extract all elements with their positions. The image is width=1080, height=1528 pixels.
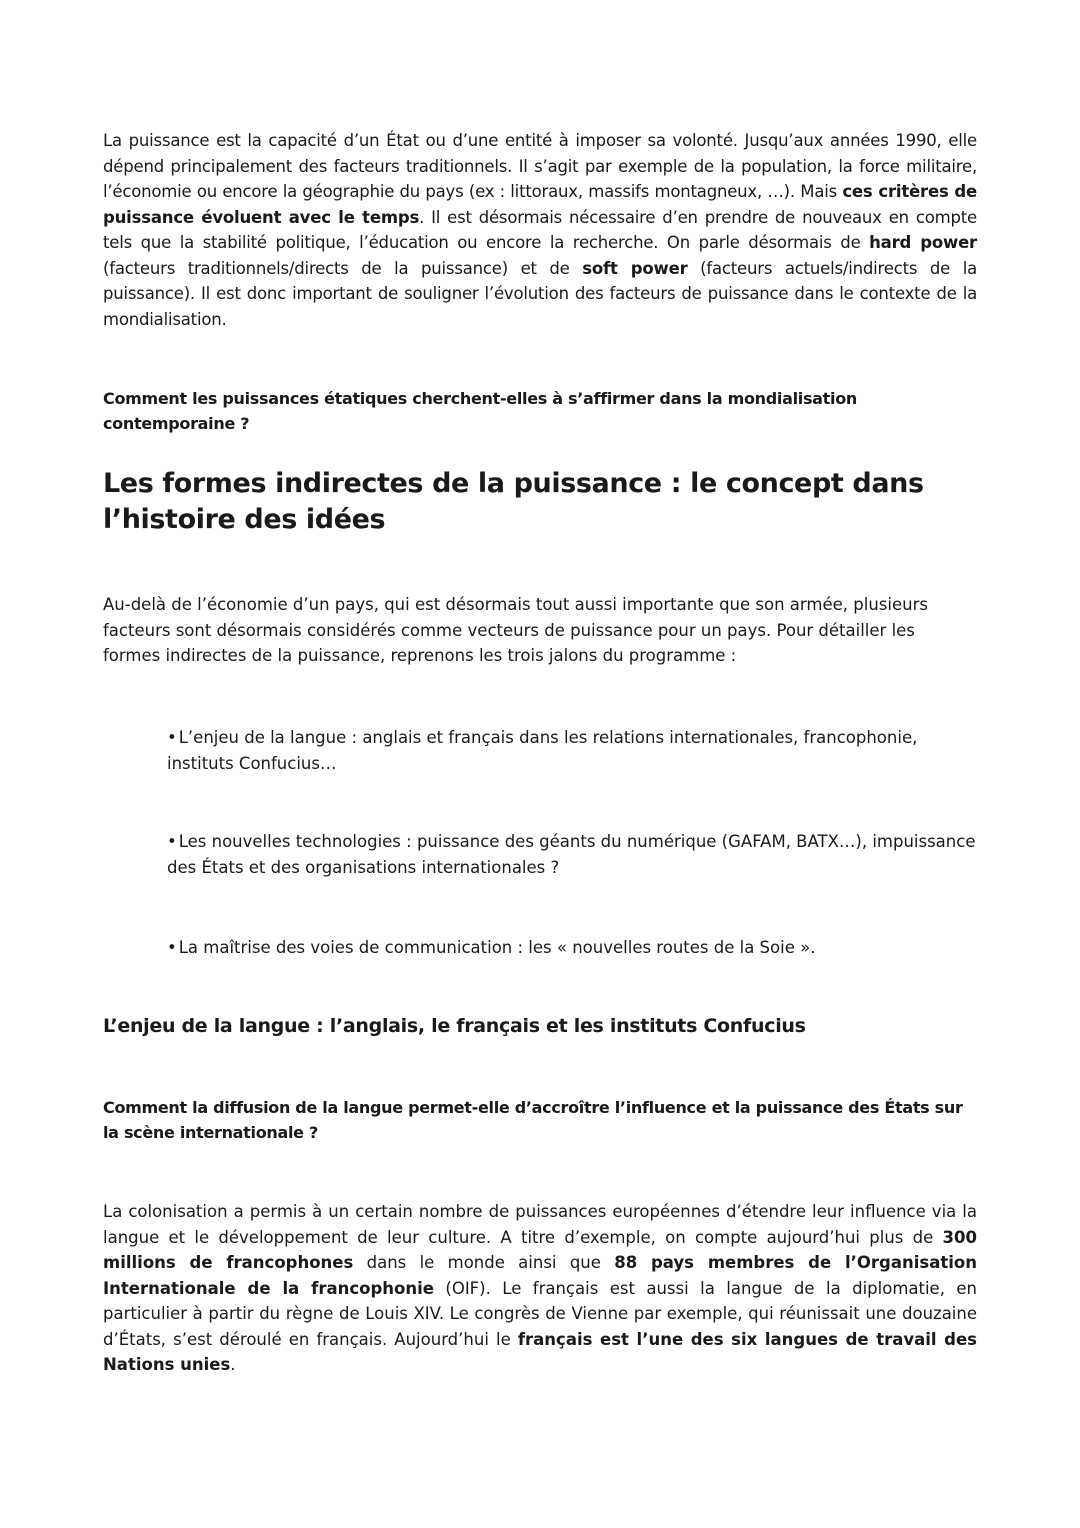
language-bold-un: français est l’une des six langues de travail des Nations unies: [103, 1329, 977, 1374]
section-heading: Les formes indirectes de la puissance : le concept dans l’histoire des idées: [103, 468, 924, 535]
intro-text-3: (facteurs traditionnels/directs de la puissance) et de: [103, 258, 583, 278]
bullet-item-language: [167, 725, 977, 776]
language-bold-francophones: 300 millions de francophones: [103, 1227, 977, 1272]
subsection-heading: L’enjeu de la langue : l’anglais, le français et les instituts Confucius: [103, 1015, 806, 1037]
intro-bold-soft-power: soft power: [582, 258, 688, 278]
bullet-item-communication: [167, 935, 977, 961]
bullet-marker: •: [167, 938, 177, 957]
language-paragraph: [103, 1199, 977, 1378]
language-text-2: dans le monde ainsi que: [353, 1253, 615, 1272]
language-text-1: La colonisation a permis à un certain nombre de puissances européennes d’étendre leur influence via la langue et le développement de leur culture. A titre d’exemple, on compte aujourd’hui plus de: [103, 1202, 977, 1247]
bullet-marker: •: [167, 728, 177, 747]
intro-text-1: La puissance est la capacité d’un État ou d’une entité à imposer sa volonté. Jusqu’aux années 1990, elle dépend principalement des facteurs traditionnels. Il s’agit par exemple de la population, la force militaire, l’économie ou encore la géographie du pays (ex : littoraux, massifs montagneux, …). Mais: [103, 131, 977, 201]
intro-text-4: (facteurs actuels/indirects de la puissance). Il est donc important de souligner l’évolution des facteurs de puissance dans le contexte de la mondialisation.: [103, 258, 977, 329]
language-text-3: (OIF). Le français est aussi la langue de la diplomatie, en particulier à partir du règne de Louis XIV. Le congrès de Vienne par exemple, qui réunissait une douzaine d’États, s’est déroulé en français. Aujourd’hui le: [103, 1278, 977, 1349]
intro-text-2: . Il est désormais nécessaire d’en prendre de nouveaux en compte tels que la stabilité politique, l’éducation ou encore la recherche. On parle désormais de: [103, 207, 978, 252]
language-bold-oif: 88 pays membres de l’Organisation Internationale de la francophonie: [103, 1253, 977, 1298]
language-text-4: .: [230, 1355, 236, 1374]
bullet-text: L’enjeu de la langue : anglais et français dans les relations internationales, francophonie, instituts Confucius…: [167, 728, 918, 773]
bullet-text: La maîtrise des voies de communication : les « nouvelles routes de la Soie ».: [178, 938, 816, 957]
intro-bold-hard-power: hard power: [869, 233, 977, 252]
subsection-question: Comment la diffusion de la langue permet-elle d’accroître l’influence et la puissance des États sur la scène internationale ?: [103, 1098, 963, 1142]
bullet-item-technologies: [167, 829, 977, 880]
intro-paragraph: [103, 128, 977, 332]
section-intro-paragraph: Au-delà de l’économie d’un pays, qui est désormais tout aussi importante que son armée, plusieurs facteurs sont désormais considérés comme vecteurs de puissance pour un pays. Pour détailler les formes indirectes de la puissance, reprenons les trois jalons du programme :: [103, 595, 928, 665]
bullet-marker: •: [167, 832, 177, 851]
intro-bold-criteria: ces critères de puissance évoluent avec le temps: [103, 182, 977, 227]
problem-question: Comment les puissances étatiques cherchent-elles à s’affirmer dans la mondialisation contemporaine ?: [103, 389, 857, 433]
bullet-text: Les nouvelles technologies : puissance des géants du numérique (GAFAM, BATX…), impuissance des États et des organisations internationales ?: [167, 832, 976, 877]
